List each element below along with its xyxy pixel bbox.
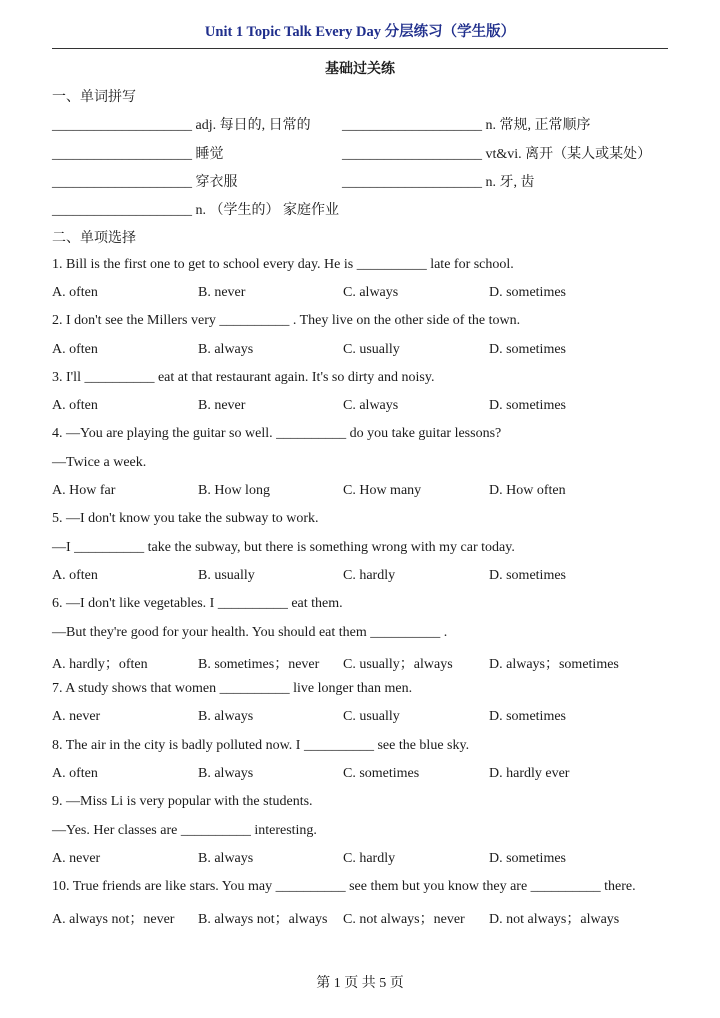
option-d: D. not always；always xyxy=(489,912,620,927)
option-a: A. hardly；often xyxy=(52,657,148,672)
question-options xyxy=(52,342,682,364)
vocab-item: ____________________ vt&vi. 离开（某人或某处） xyxy=(342,147,652,162)
question-options xyxy=(52,653,682,675)
option-b: B. never xyxy=(198,398,246,413)
question-stem-reply: —Yes. Her classes are __________ interesting. xyxy=(52,823,317,838)
question-stem: 8. The air in the city is badly polluted now. I __________ see the blue sky. xyxy=(52,738,470,753)
vocab-item: ____________________ 睡觉 xyxy=(52,147,224,162)
section-title: 基础过关练 xyxy=(325,62,395,77)
question-stem: 6. —I don't like vegetables. I __________ eat them. xyxy=(52,596,343,611)
option-a: A. always not；never xyxy=(52,912,175,927)
option-a: A. How far xyxy=(52,483,116,498)
question-stem-reply: —Twice a week. xyxy=(52,455,147,470)
question-stem: 7. A study shows that women __________ live longer than men. xyxy=(52,681,413,696)
option-b: B. always xyxy=(198,766,254,781)
vocab-row xyxy=(52,171,682,193)
option-d: D. sometimes xyxy=(489,709,566,724)
vocab-item: ____________________ 穿衣服 xyxy=(52,175,238,190)
vocab-item: ____________________ n. （学生的） 家庭作业 xyxy=(52,203,339,218)
option-a: A. often xyxy=(52,342,98,357)
option-a: A. often xyxy=(52,568,98,583)
option-d: D. How often xyxy=(489,483,566,498)
question-stem-reply: —I __________ take the subway, but there is something wrong with my car today. xyxy=(52,540,515,555)
option-a: A. never xyxy=(52,851,101,866)
option-d: D. hardly ever xyxy=(489,766,570,781)
question-options xyxy=(52,483,682,505)
option-b: B. always not；always xyxy=(198,912,328,927)
question-options xyxy=(52,908,682,930)
vocab-row xyxy=(52,143,682,165)
vocab-item: ____________________ adj. 每日的, 日常的 xyxy=(52,118,311,133)
option-c: C. sometimes xyxy=(343,766,420,781)
option-d: D. always；sometimes xyxy=(489,657,619,672)
option-c: C. usually xyxy=(343,709,400,724)
option-c: C. usually xyxy=(343,342,400,357)
vocab-row xyxy=(52,114,682,136)
question-stem: 10. True friends are like stars. You may __________ see them but you know they are __________ there. xyxy=(52,879,636,894)
vocab-row xyxy=(52,199,682,221)
option-b: B. never xyxy=(198,285,246,300)
option-c: C. always xyxy=(343,285,399,300)
question-options xyxy=(52,398,682,420)
option-b: B. always xyxy=(198,851,254,866)
document-title: Unit 1 Topic Talk Every Day 分层练习（学生版） xyxy=(204,24,516,40)
option-c: C. How many xyxy=(343,483,422,498)
question-stem-reply: —But they're good for your health. You should eat them __________ . xyxy=(52,625,448,640)
option-b: B. sometimes；never xyxy=(198,657,320,672)
option-c: C. not always；never xyxy=(343,912,465,927)
option-a: A. often xyxy=(52,285,98,300)
option-c: C. always xyxy=(343,398,399,413)
option-c: C. hardly xyxy=(343,568,396,583)
question-stem: 4. —You are playing the guitar so well. __________ do you take guitar lessons? xyxy=(52,426,502,441)
option-b: B. How long xyxy=(198,483,270,498)
question-options xyxy=(52,568,682,590)
question-options xyxy=(52,709,682,731)
question-stem: 2. I don't see the Millers very __________ . They live on the other side of the town. xyxy=(52,313,521,328)
question-stem: 3. I'll __________ eat at that restaurant again. It's so dirty and noisy. xyxy=(52,370,435,385)
question-stem: 5. —I don't know you take the subway to work. xyxy=(52,511,319,526)
option-b: B. always xyxy=(198,709,254,724)
header-divider xyxy=(52,48,668,49)
vocab-item: ____________________ n. 常规, 正常顺序 xyxy=(342,118,591,133)
question-options xyxy=(52,285,682,307)
option-d: D. sometimes xyxy=(489,568,566,583)
question-stem: 9. —Miss Li is very popular with the students. xyxy=(52,794,313,809)
part1-heading: 一、单词拼写 xyxy=(52,90,136,105)
option-d: D. sometimes xyxy=(489,851,566,866)
part2-heading: 二、单项选择 xyxy=(52,231,136,246)
option-d: D. sometimes xyxy=(489,342,566,357)
option-a: A. never xyxy=(52,709,101,724)
page-number: 第 1 页 共 5 页 xyxy=(316,976,404,991)
option-c: C. hardly xyxy=(343,851,396,866)
question-options xyxy=(52,766,682,788)
option-d: D. sometimes xyxy=(489,398,566,413)
option-a: A. often xyxy=(52,766,98,781)
option-a: A. often xyxy=(52,398,98,413)
option-b: B. always xyxy=(198,342,254,357)
question-stem: 1. Bill is the first one to get to school every day. He is __________ late for school. xyxy=(52,257,514,272)
vocab-item: ____________________ n. 牙, 齿 xyxy=(342,175,535,190)
question-options xyxy=(52,851,682,873)
option-d: D. sometimes xyxy=(489,285,566,300)
option-c: C. usually；always xyxy=(343,657,453,672)
option-b: B. usually xyxy=(198,568,255,583)
